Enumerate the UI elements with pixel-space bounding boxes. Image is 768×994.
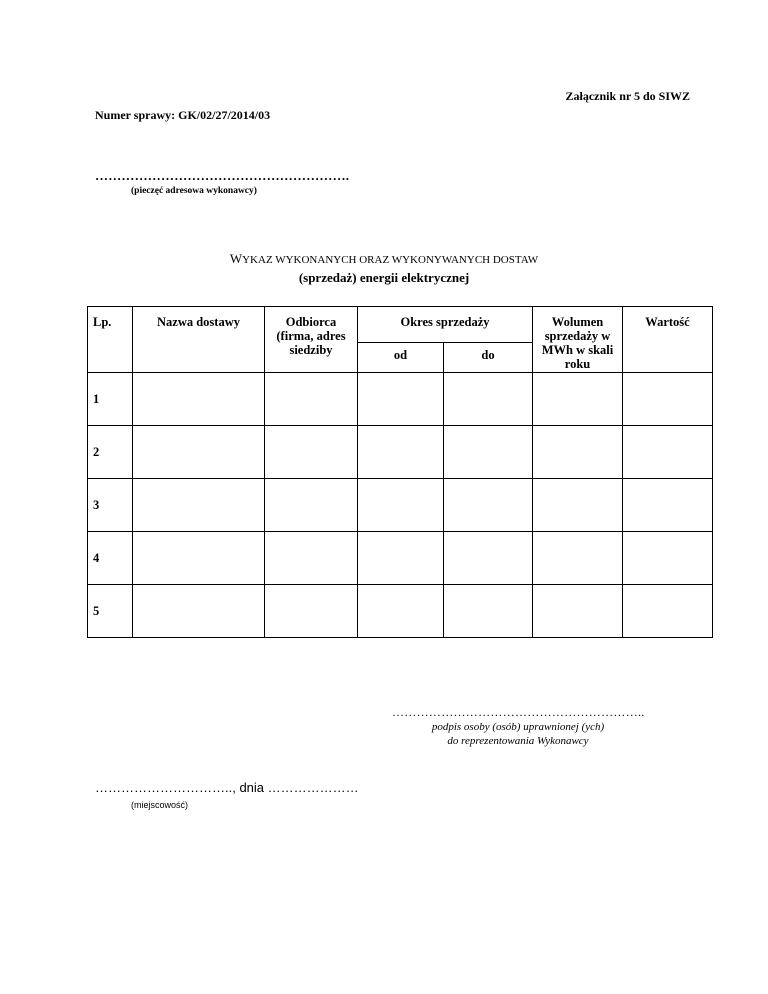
table-row bbox=[88, 479, 713, 532]
cell-value[interactable] bbox=[623, 585, 713, 638]
row-number: 2 bbox=[88, 426, 133, 479]
cell-name[interactable] bbox=[133, 479, 265, 532]
cell-from[interactable] bbox=[358, 479, 444, 532]
case-number: Numer sprawy: GK/02/27/2014/03 bbox=[95, 108, 271, 122]
header-volume: Wolumen sprzedaży w MWh w skali roku bbox=[533, 307, 623, 373]
header-lp: Lp. bbox=[88, 307, 133, 373]
signature-caption-line2: do reprezentowania Wykonawcy bbox=[447, 735, 589, 747]
row-number: 4 bbox=[88, 532, 133, 585]
row-number: 1 bbox=[88, 373, 133, 426]
cell-recipient[interactable] bbox=[265, 479, 358, 532]
cell-value[interactable] bbox=[623, 426, 713, 479]
attachment-label: Załącznik nr 5 do SIWZ bbox=[565, 89, 690, 103]
cell-volume[interactable] bbox=[533, 373, 623, 426]
header-from: od bbox=[358, 343, 444, 373]
cell-to[interactable] bbox=[444, 373, 533, 426]
table-row bbox=[88, 426, 713, 479]
cell-from[interactable] bbox=[358, 426, 444, 479]
table-row bbox=[88, 585, 713, 638]
header-recipient: Odbiorca (firma, adres siedziby bbox=[265, 307, 358, 373]
cell-recipient[interactable] bbox=[265, 532, 358, 585]
cell-volume[interactable] bbox=[533, 426, 623, 479]
place-caption: (miejscowość) bbox=[131, 800, 189, 810]
cell-value[interactable] bbox=[623, 373, 713, 426]
cell-name[interactable] bbox=[133, 426, 265, 479]
header-period: Okres sprzedaży bbox=[358, 307, 533, 343]
signature-caption-line1: podpis osoby (osób) uprawnionej (ych) bbox=[431, 721, 605, 733]
stamp-dotted-line: …………………………………………………. bbox=[95, 168, 350, 183]
document-subtitle: (sprzedaż) energii elektrycznej bbox=[298, 270, 470, 285]
signature-dotted-line: …………………………………………………….. bbox=[392, 705, 645, 719]
cell-from[interactable] bbox=[358, 373, 444, 426]
cell-recipient[interactable] bbox=[265, 373, 358, 426]
cell-recipient[interactable] bbox=[265, 585, 358, 638]
cell-name[interactable] bbox=[133, 532, 265, 585]
cell-to[interactable] bbox=[444, 585, 533, 638]
document-title bbox=[0, 251, 768, 267]
cell-value[interactable] bbox=[623, 479, 713, 532]
place-date-line: ………………………….., dnia ………………… bbox=[95, 780, 359, 795]
table-row bbox=[88, 532, 713, 585]
cell-value[interactable] bbox=[623, 532, 713, 585]
cell-to[interactable] bbox=[444, 532, 533, 585]
header-name: Nazwa dostawy bbox=[133, 307, 265, 373]
cell-name[interactable] bbox=[133, 373, 265, 426]
cell-volume[interactable] bbox=[533, 585, 623, 638]
cell-from[interactable] bbox=[358, 585, 444, 638]
row-number: 5 bbox=[88, 585, 133, 638]
header-to: do bbox=[444, 343, 533, 373]
cell-to[interactable] bbox=[444, 479, 533, 532]
title-first-letter: W bbox=[229, 251, 243, 266]
cell-name[interactable] bbox=[133, 585, 265, 638]
table-row bbox=[88, 373, 713, 426]
cell-from[interactable] bbox=[358, 532, 444, 585]
deliveries-table bbox=[87, 306, 713, 638]
cell-recipient[interactable] bbox=[265, 426, 358, 479]
cell-to[interactable] bbox=[444, 426, 533, 479]
title-rest: YKAZ WYKONANYCH ORAZ WYKONYWANYCH DOSTAW bbox=[242, 254, 539, 266]
cell-volume[interactable] bbox=[533, 532, 623, 585]
cell-volume[interactable] bbox=[533, 479, 623, 532]
stamp-caption: (pieczęć adresowa wykonawcy) bbox=[131, 186, 257, 196]
row-number: 3 bbox=[88, 479, 133, 532]
header-value: Wartość bbox=[623, 307, 713, 373]
